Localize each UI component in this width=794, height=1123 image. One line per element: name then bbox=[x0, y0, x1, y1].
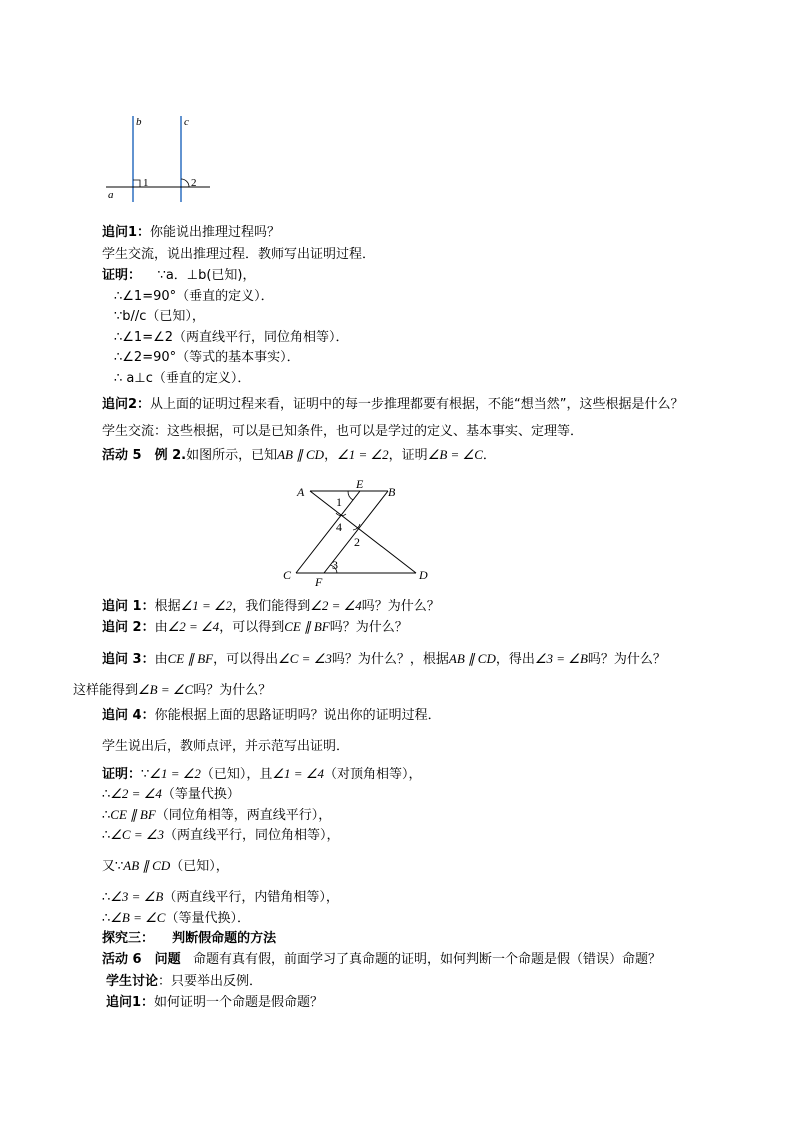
q2-text: 从上面的证明过程来看，证明中的每一步推理都要有根据，不能“想当然”，这些根据是什么？ bbox=[150, 397, 684, 412]
qa3-mid: ，可以得出 bbox=[213, 652, 279, 667]
qa3-m3: AB ∥ CD bbox=[448, 651, 496, 666]
activity5-m2: ∠1 = ∠2 bbox=[337, 447, 389, 462]
activity5-m1: AB ∥ CD bbox=[277, 447, 325, 462]
q2-label: 追问2： bbox=[102, 397, 151, 412]
proof2-l4-pre: ∴ bbox=[102, 828, 111, 843]
qa2-mid: ，可以得到 bbox=[219, 620, 285, 635]
qa1-pre: 根据 bbox=[154, 599, 181, 614]
proof2-l1-m2: ∠1 = ∠4 bbox=[272, 766, 324, 781]
proof2-l6-end: （两直线平行，内错角相等）， bbox=[163, 890, 339, 905]
label-2: 2 bbox=[354, 535, 360, 549]
figure-parallel-lines-abcd bbox=[280, 476, 435, 590]
activity6-text: 命题有真有假，前面学习了真命题的证明，如何判断一个命题是假（错误）命题？ bbox=[192, 952, 661, 967]
proof2-l5-pre: 又∵ bbox=[102, 859, 124, 874]
proof2-l4-end: （两直线平行，同位角相等）， bbox=[164, 828, 340, 843]
label-A: A bbox=[297, 485, 305, 499]
discussion-text: ：只要举出反例． bbox=[158, 974, 263, 989]
qa3-m4: ∠3 = ∠B bbox=[534, 651, 588, 666]
proof1-text-1: ∵a．⊥b(已知)， bbox=[157, 268, 256, 283]
label-C: C bbox=[283, 568, 292, 582]
proof2-line-3 bbox=[102, 806, 331, 825]
proof2-l6-pre: ∴ bbox=[102, 890, 111, 905]
proof2-label: 证明： bbox=[102, 767, 142, 782]
label-F: F bbox=[315, 575, 323, 589]
proof1-line-3: ∵b//c（已知）， bbox=[114, 309, 205, 324]
qa3-m2: ∠C = ∠3 bbox=[278, 651, 332, 666]
proof2-l2-pre: ∴ bbox=[102, 787, 111, 802]
qa4-label: 追问 4： bbox=[102, 708, 155, 723]
q1b-label: 追问1： bbox=[106, 995, 155, 1010]
label-3: 3 bbox=[332, 558, 338, 572]
proof1-label: 证明： bbox=[102, 268, 142, 283]
qa1-end: 吗？为什么？ bbox=[361, 599, 440, 614]
figure-perpendicular-parallel bbox=[100, 112, 215, 204]
proof2-l2-end: （等量代换） bbox=[161, 787, 240, 802]
qa3 bbox=[102, 650, 666, 669]
qa4 bbox=[102, 707, 441, 725]
proof2-l5-end: （已知）， bbox=[170, 859, 229, 874]
activity5-end: ． bbox=[482, 448, 496, 463]
angle-arc-4 bbox=[336, 513, 346, 516]
right-angle-mark bbox=[133, 180, 140, 187]
activity5-pre: 如图所示，已知 bbox=[186, 448, 278, 463]
comment: 学生说出后，教师点评，并示范写出证明． bbox=[102, 739, 350, 754]
qa2 bbox=[102, 618, 408, 637]
proof2-line-6 bbox=[102, 888, 339, 907]
proof2-l2-m1: ∠2 = ∠4 bbox=[110, 786, 162, 801]
label-1: 1 bbox=[336, 495, 342, 509]
q1-label: 追问1： bbox=[102, 225, 151, 240]
proof2-line-1 bbox=[102, 765, 422, 784]
proof2-line-2 bbox=[102, 785, 240, 804]
qa3-label: 追问 3： bbox=[102, 652, 155, 667]
label-a: a bbox=[108, 189, 114, 201]
activity5-mid: ，证明 bbox=[388, 448, 428, 463]
qa4-text: 你能根据上面的思路证明吗？说出你的证明过程． bbox=[154, 708, 441, 723]
activity5-sep: ， bbox=[324, 448, 338, 463]
proof2-l7-pre: ∴ bbox=[102, 911, 111, 926]
label-E: E bbox=[356, 477, 364, 491]
explore3-heading bbox=[102, 930, 276, 948]
proof2-line-5 bbox=[102, 857, 229, 876]
qa2-m1: ∠2 = ∠4 bbox=[167, 619, 220, 634]
proof2-l7-m1: ∠B = ∠C bbox=[110, 910, 166, 925]
q1b-text: 如何证明一个命题是假命题？ bbox=[154, 995, 324, 1010]
proof2-l4-m1: ∠C = ∠3 bbox=[110, 827, 165, 842]
qa1-m2: ∠2 = ∠4 bbox=[310, 598, 362, 613]
proof2-l1-m1: ∠1 = ∠2 bbox=[149, 766, 201, 781]
qa1-label: 追问 1： bbox=[102, 599, 155, 614]
qa1 bbox=[102, 597, 440, 616]
explore3-label: 探究三： bbox=[102, 931, 155, 946]
proof2-line-4 bbox=[102, 826, 340, 845]
proof1-line-4: ∴∠1=∠2（两直线平行，同位角相等）． bbox=[114, 330, 349, 345]
q1 bbox=[102, 224, 280, 242]
qa3-m1: CE ∥ BF bbox=[167, 651, 214, 666]
angle-arc-1 bbox=[348, 491, 353, 500]
qa2-pre: 由 bbox=[154, 620, 168, 635]
qa3-pre: 由 bbox=[154, 652, 168, 667]
activity6 bbox=[102, 951, 661, 969]
activity5-m3: ∠B = ∠C bbox=[427, 447, 483, 462]
qa3-mid2: 吗？为什么？，根据 bbox=[331, 652, 449, 667]
segment-ad bbox=[310, 491, 416, 573]
proof1-line-2: ∴∠1=90°（垂直的定义）． bbox=[114, 289, 274, 304]
qa3-mid3: ，得出 bbox=[495, 652, 535, 667]
label-D: D bbox=[419, 568, 428, 582]
q1-text: 你能说出推理过程吗？ bbox=[150, 225, 281, 240]
qa1-m1: ∠1 = ∠2 bbox=[180, 598, 233, 613]
q2 bbox=[102, 396, 684, 414]
qa2-end: 吗？为什么？ bbox=[329, 620, 408, 635]
proof2-l1-mid: （已知），且 bbox=[200, 767, 273, 782]
label-2: 2 bbox=[191, 177, 197, 189]
label-c: c bbox=[184, 116, 189, 128]
proof1-line-1 bbox=[102, 267, 256, 285]
qa1-mid: ，我们能得到 bbox=[232, 599, 311, 614]
proof2-l3-end: （同位角相等，两直线平行）， bbox=[155, 808, 332, 823]
label-4: 4 bbox=[336, 520, 342, 534]
qa2-label: 追问 2： bbox=[102, 620, 155, 635]
qa3b-end: 吗？为什么？ bbox=[193, 683, 272, 698]
exchange2: 学生交流：这些根据，可以是已知条件，也可以是学过的定义、基本事实、定理等． bbox=[102, 424, 584, 439]
proof2-l3-pre: ∴ bbox=[102, 808, 111, 823]
proof2-l5-m1: AB ∥ CD bbox=[123, 858, 171, 873]
discussion bbox=[106, 973, 262, 991]
proof2-l1-pre: ∵ bbox=[141, 767, 150, 782]
proof2-l3-m1: CE ∥ BF bbox=[110, 807, 156, 822]
segment-ce bbox=[296, 491, 360, 573]
qa3b-pre: 这样能得到 bbox=[73, 683, 139, 698]
qa3-end: 吗？为什么？ bbox=[587, 652, 666, 667]
exchange1: 学生交流，说出推理过程．教师写出证明过程． bbox=[102, 247, 376, 262]
qa3b-m1: ∠B = ∠C bbox=[138, 682, 194, 697]
q1b bbox=[106, 994, 323, 1012]
activity5 bbox=[102, 446, 496, 465]
discussion-label: 学生讨论 bbox=[106, 974, 159, 989]
activity6-label: 活动 6 问题 bbox=[102, 952, 181, 967]
qa2-m2: CE ∥ BF bbox=[284, 619, 330, 634]
proof2-line-7 bbox=[102, 909, 250, 928]
proof2-l6-m1: ∠3 = ∠B bbox=[110, 889, 164, 904]
label-b: b bbox=[136, 116, 142, 128]
proof1-line-6: ∴ a⊥c（垂直的定义）． bbox=[114, 371, 251, 386]
label-1: 1 bbox=[143, 177, 149, 189]
proof1-line-5: ∴∠2=90°（等式的基本事实）． bbox=[114, 350, 300, 365]
explore3-text: 判断假命题的方法 bbox=[172, 931, 277, 946]
angle-2-arc bbox=[181, 179, 189, 187]
proof2-l1-end: （对顶角相等）， bbox=[324, 767, 422, 782]
activity5-label: 活动 5 例 2. bbox=[102, 448, 187, 463]
label-B: B bbox=[388, 485, 396, 499]
proof2-l7-end: （等量代换）． bbox=[165, 911, 250, 926]
qa3-continued bbox=[73, 681, 271, 700]
